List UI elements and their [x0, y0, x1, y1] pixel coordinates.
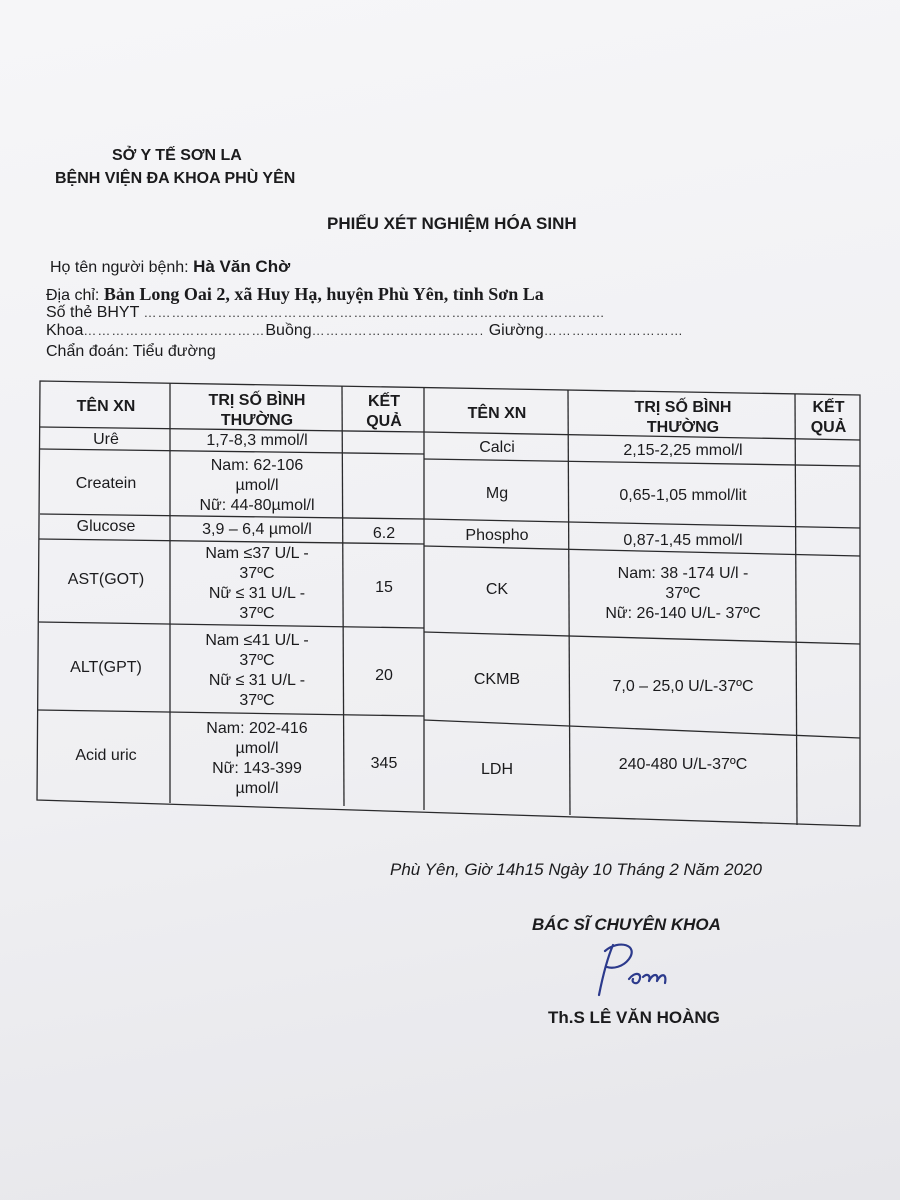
left-row-1-normal [172, 456, 342, 516]
left-row-5-normal-line1: µmol/l [235, 740, 279, 757]
left-row-3-normal-line3: 37ºC [239, 605, 275, 622]
left-row-1-normal-line1: µmol/l [235, 477, 279, 494]
left-row-1-normal-line0: Nam: 62-106 [210, 457, 304, 474]
doctor-name: Th.S LÊ VĂN HOÀNG [548, 1008, 720, 1027]
department-name: SỞ Y TẾ SƠN LA [112, 147, 242, 164]
right-row-3-name: CK [485, 581, 509, 598]
header-normal-right [570, 398, 796, 438]
signature-icon [585, 935, 695, 1005]
left-row-5-result: 345 [370, 755, 398, 772]
right-row-0-normal-line0: 2,15-2,25 mmol/l [623, 442, 743, 459]
patient-name-value: Hà Văn Chờ [193, 257, 291, 276]
doctor-title: BÁC SĨ CHUYÊN KHOA [532, 915, 721, 934]
right-row-2-normal-line0: 0,87-1,45 mmol/l [623, 532, 743, 549]
patient-address-label: Địa chỉ: [46, 287, 100, 304]
left-row-2-result: 6.2 [372, 525, 396, 542]
right-row-0-normal [570, 441, 796, 461]
bed-dots: ………………………… [543, 323, 684, 338]
left-row-0-name: Urê [93, 431, 119, 448]
left-row-4-normal-line1: 37ºC [239, 652, 275, 669]
left-row-3-result: 15 [375, 579, 393, 596]
right-row-1-name: Mg [485, 485, 509, 502]
right-row-0-name: Calci [479, 439, 515, 456]
right-row-3-normal-line1: 37ºC [665, 585, 701, 602]
document-title: PHIẾU XÉT NGHIỆM HÓA SINH [327, 214, 577, 233]
header-result-right-line2: QUẢ [810, 419, 847, 436]
place-date: Phù Yên, Giờ 14h15 Ngày 10 Tháng 2 Năm 2020 [390, 860, 762, 879]
header-normal-left-line1: TRỊ SỐ BÌNH [208, 392, 306, 409]
hospital-name: BỆNH VIỆN ĐA KHOA PHÙ YÊN [55, 170, 296, 187]
header-result-right [797, 398, 860, 438]
right-row-5-normal [570, 755, 796, 775]
header-name-left: TÊN XN [76, 398, 136, 415]
left-row-4-normal-line3: 37ºC [239, 692, 275, 709]
header-result-left [344, 392, 424, 432]
left-row-3-normal [172, 544, 342, 624]
left-row-0-normal [172, 431, 342, 451]
left-row-5-normal-line3: µmol/l [235, 780, 279, 797]
left-row-2-name: Glucose [76, 518, 136, 535]
right-row-4-normal-line0: 7,0 – 25,0 U/L-37ºC [612, 678, 754, 695]
left-row-3-name: AST(GOT) [67, 571, 145, 588]
left-row-5-normal-line0: Nam: 202-416 [206, 720, 308, 737]
ward-label: Khoa [46, 322, 84, 339]
left-row-1-normal-line2: Nữ: 44-80µmol/l [199, 497, 315, 514]
left-row-4-normal-line0: Nam ≤41 U/L - [205, 632, 309, 649]
left-row-4-result: 20 [375, 667, 393, 684]
left-row-4-normal-line2: Nữ ≤ 31 U/L - [208, 672, 306, 689]
right-row-5-name: LDH [480, 761, 513, 778]
left-row-2-normal-line0: 3,9 – 6,4 µmol/l [202, 521, 312, 538]
header-result-left-line1: KẾT [368, 393, 400, 410]
insurance-label: Số thẻ BHYT [46, 304, 140, 321]
bed-label: Giường [488, 322, 544, 339]
right-row-3-normal-line0: Nam: 38 -174 U/l - [617, 565, 749, 582]
header-normal-right-line1: TRỊ SỐ BÌNH [634, 399, 732, 416]
right-row-2-normal [570, 531, 796, 551]
diagnosis-label: Chẩn đoán: [46, 343, 129, 360]
left-row-4-normal [172, 631, 342, 711]
left-row-4-name: ALT(GPT) [70, 659, 142, 676]
right-row-4-normal [570, 677, 796, 697]
right-row-5-normal-line0: 240-480 U/L-37ºC [618, 756, 748, 773]
right-row-3-normal-line2: Nữ: 26-140 U/L- 37ºC [605, 605, 761, 622]
right-row-1-normal [570, 486, 796, 506]
header-result-right-line1: KẾT [812, 399, 845, 416]
header-normal-left-line2: THƯỜNG [220, 412, 294, 429]
diagnosis-value: Tiểu đường [132, 343, 216, 360]
right-row-4-name: CKMB [473, 671, 521, 688]
patient-address-value: Bản Long Oai 2, xã Huy Hạ, huyện Phù Yên, tỉnh Sơn La [103, 284, 544, 304]
header-normal-right-line2: THƯỜNG [646, 419, 720, 436]
room-label: Buồng [265, 322, 312, 339]
header-normal-left [172, 391, 342, 431]
left-row-3-normal-line0: Nam ≤37 U/L - [205, 545, 309, 562]
left-row-3-normal-line2: Nữ ≤ 31 U/L - [208, 585, 306, 602]
right-row-2-name: Phospho [465, 527, 529, 544]
insurance-dots: ……………………………………………………………………………………… [143, 305, 606, 320]
left-row-3-normal-line1: 37ºC [239, 565, 275, 582]
left-row-5-normal [172, 719, 342, 799]
right-row-1-normal-line0: 0,65-1,05 mmol/lit [619, 487, 747, 504]
right-row-3-normal [570, 564, 796, 624]
header-name-right: TÊN XN [467, 405, 527, 422]
left-row-5-normal-line2: Nữ: 143-399 [212, 760, 302, 777]
left-row-2-normal [172, 520, 342, 540]
room-dots: ………………………………. [311, 323, 485, 338]
left-row-5-name: Acid uric [75, 747, 137, 764]
left-row-1-name: Createin [75, 475, 137, 492]
left-row-0-normal-line0: 1,7-8,3 mmol/l [206, 432, 308, 449]
header-result-left-line2: QUẢ [366, 413, 402, 430]
ward-dots: ………………………………… [83, 323, 266, 338]
patient-name-label: Họ tên người bệnh: [50, 259, 189, 276]
